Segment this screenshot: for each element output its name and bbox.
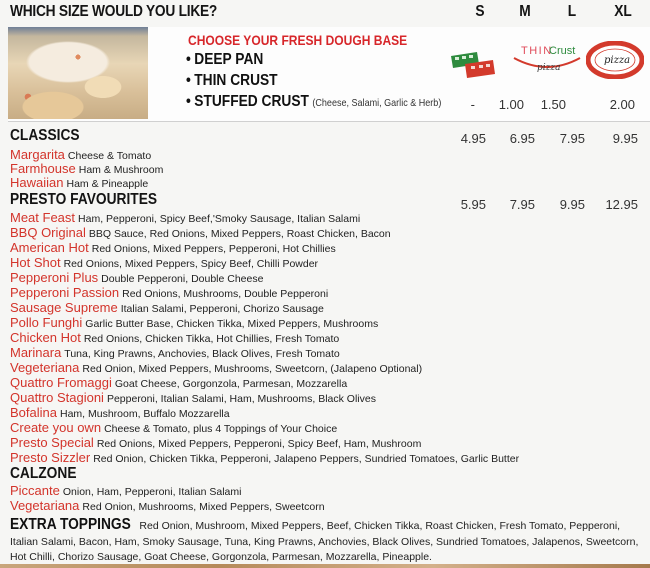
menu-item: Presto Sizzler Red Onion, Chicken Tikka, Pepperoni, Jalapeno Peppers, Sundried Tomatoes, Garlic Butter	[10, 450, 520, 465]
menu-item: Bofalina Ham, Mushroom, Buffalo Mozzarella	[10, 405, 230, 420]
dough-heading: CHOOSE YOUR FRESH DOUGH BASE	[188, 32, 408, 48]
svg-text:pizza: pizza	[604, 55, 631, 66]
deep-pan-logo-icon	[449, 50, 497, 80]
size-s-label: S	[475, 3, 485, 20]
extra-toppings	[10, 517, 640, 566]
menu-item-vegetariana: Vegetariana Red Onion, Mushrooms, Mixed Peppers, Sweetcorn	[10, 498, 325, 513]
section-title-classics: CLASSICS	[10, 127, 80, 144]
menu-item-hawaiian: Hawaiian Ham & Pineapple	[10, 175, 149, 190]
menu-item: Vegeteriana Red Onion, Mixed Peppers, Mushrooms, Sweetcorn, (Jalapeno Optional)	[10, 360, 423, 375]
size-xl-label: XL	[614, 3, 632, 20]
size-l-label: L	[567, 3, 577, 20]
bottom-edge-strip	[0, 564, 650, 568]
stuffed-price-m: 1.00	[498, 97, 524, 112]
favourites-price-m: 7.95	[509, 197, 535, 212]
stuffed-crust-logo-icon	[586, 41, 644, 79]
stuffed-price-l: 1.50	[540, 97, 566, 112]
stuffed-price-xl: 2.00	[609, 97, 635, 112]
menu-item: Quattro Fromaggi Goat Cheese, Gorgonzola, Parmesan, Mozzarella	[10, 375, 348, 390]
svg-text:Crust: Crust	[549, 45, 576, 57]
svg-text:pizza: pizza	[537, 63, 561, 73]
menu-item: Create you own Cheese & Tomato, plus 4 Toppings of Your Choice	[10, 420, 338, 435]
svg-text:THIN: THIN	[521, 45, 553, 57]
size-m-label: M	[519, 3, 531, 20]
menu-item: Sausage Supreme Italian Salami, Pepperoni, Chorizo Sausage	[10, 300, 324, 315]
section-title-calzone: CALZONE	[10, 465, 77, 482]
menu-item: Meat Feast Ham, Pepperoni, Spicy Beef,'Smoky Sausage, Italian Salami	[10, 210, 361, 225]
menu-item: Quattro Stagioni Pepperoni, Italian Salami, Ham, Mushrooms, Black Olives	[10, 390, 376, 405]
size-header	[10, 3, 650, 25]
favourites-price-l: 9.95	[559, 197, 585, 212]
classics-price-s: 4.95	[460, 131, 486, 146]
dough-base-panel	[8, 27, 650, 122]
menu-item: American Hot Red Onions, Mixed Peppers, Pepperoni, Hot Chillies	[10, 240, 336, 255]
section-title-extra-toppings: EXTRA TOPPINGS	[10, 516, 131, 533]
page-title: WHICH SIZE WOULD YOU LIKE?	[10, 3, 218, 20]
stuffed-crust-photo	[8, 27, 148, 119]
menu-item: BBQ Original BBQ Sauce, Red Onions, Mixed Peppers, Roast Chicken, Bacon	[10, 225, 391, 240]
stuffed-crust-note: (Cheese, Salami, Garlic & Herb)	[312, 97, 442, 109]
menu-item-margarita: Margarita Cheese & Tomato	[10, 147, 152, 162]
menu-item-piccante: Piccante Onion, Ham, Pepperoni, Italian Salami	[10, 483, 242, 498]
classics-price-xl: 9.95	[612, 131, 638, 146]
menu-item: Pepperoni Passion Red Onions, Mushrooms, Double Pepperoni	[10, 285, 329, 300]
menu-item: Marinara Tuna, King Prawns, Anchovies, Black Olives, Fresh Tomato	[10, 345, 340, 360]
menu-item: Pepperoni Plus Double Pepperoni, Double Cheese	[10, 270, 264, 285]
menu-item: Pollo Funghi Garlic Butter Base, Chicken Tikka, Mixed Peppers, Mushrooms	[10, 315, 379, 330]
favourites-price-xl: 12.95	[605, 197, 638, 212]
classics-price-l: 7.95	[559, 131, 585, 146]
dough-option-deep-pan: • DEEP PAN	[186, 51, 264, 68]
favourites-price-s: 5.95	[460, 197, 486, 212]
dough-option-thin-crust: • THIN CRUST	[186, 72, 278, 89]
menu-item-farmhouse: Farmhouse Ham & Mushroom	[10, 161, 164, 176]
thin-crust-logo-icon	[511, 42, 583, 76]
section-title-favourites: PRESTO FAVOURITES	[10, 191, 158, 208]
menu-item: Presto Special Red Onions, Mixed Peppers, Pepperoni, Spicy Beef, Ham, Mushroom	[10, 435, 422, 450]
extra-toppings-list: Red Onion, Mushroom, Mixed Peppers, Beef, Chicken Tikka, Roast Chicken, Fresh Tomato, Pepperoni, Italian Salami, Bacon, Ham, Smoky Sausage, Tuna, King Prawns, Anchovies, Black Olives, Sundried Tomatoes, Jalapenos, Sweetcorn, Hot Chilli, Chorizo Sausage, Goat Cheese, Gorgonzola, Parmesan, Mozzarella, Pineapple.	[10, 520, 639, 563]
dough-option-stuffed-crust: • STUFFED CRUST (Cheese, Salami, Garlic & Herb)	[186, 93, 442, 110]
menu-item: Chicken Hot Red Onions, Chicken Tikka, Hot Chillies, Fresh Tomato	[10, 330, 340, 345]
stuffed-price-s: -	[470, 97, 475, 112]
classics-price-m: 6.95	[509, 131, 535, 146]
menu-item: Hot Shot Red Onions, Mixed Peppers, Spicy Beef, Chilli Powder	[10, 255, 319, 270]
